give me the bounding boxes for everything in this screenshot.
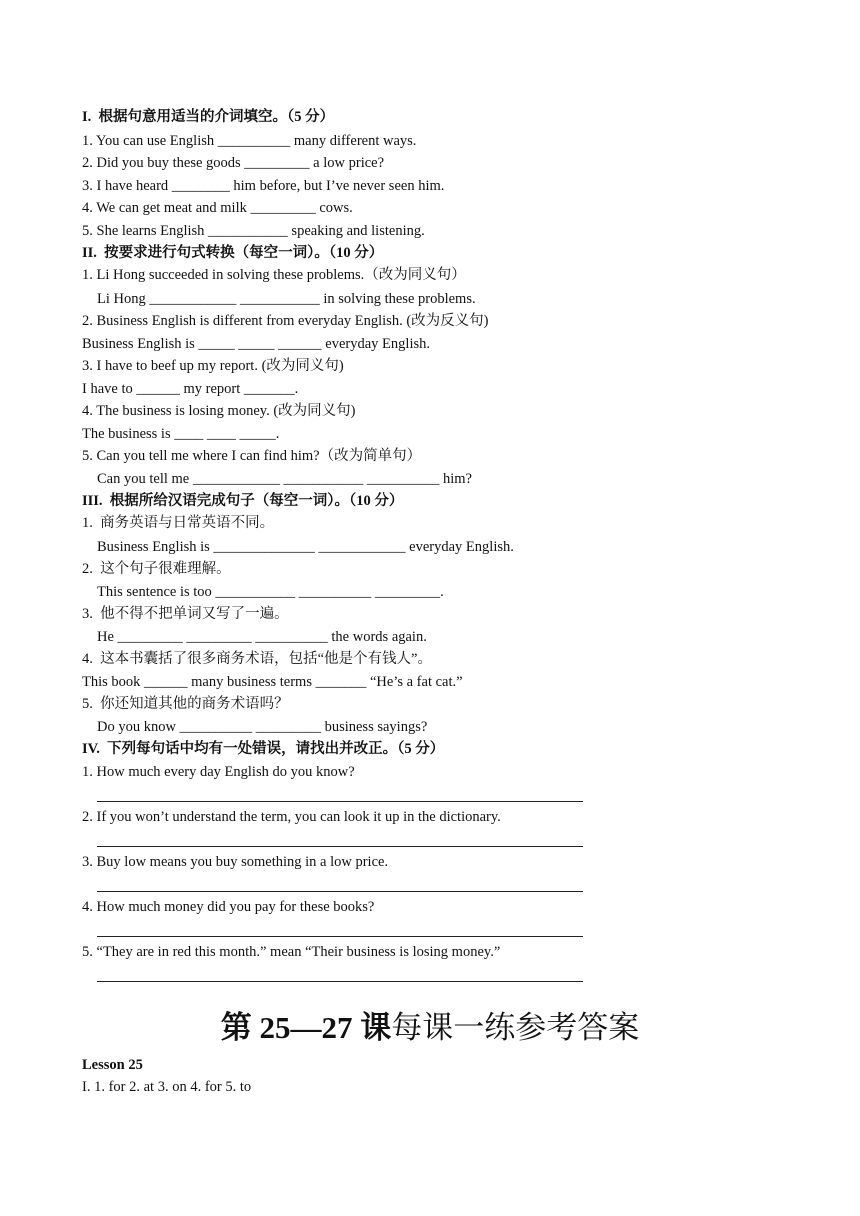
- section-4-item: 3. Buy low means you buy something in a low price.: [82, 854, 389, 870]
- section-2-answer: Business English is _____ _____ ______ everyday English.: [82, 336, 430, 352]
- section-4-item: 4. How much money did you pay for these books?: [82, 899, 375, 915]
- section-3-question: 1. 商务英语与日常英语不同。: [82, 515, 275, 531]
- answer-line: [97, 981, 583, 982]
- section-2-question: 5. Can you tell me where I can find him?（改为简单句）: [82, 448, 422, 464]
- section-1-item: 5. She learns English ___________ speaking and listening.: [82, 223, 425, 239]
- section-2-question: 1. Li Hong succeeded in solving these problems.（改为同义句）: [82, 267, 466, 283]
- section-3-question: 4. 这本书囊括了很多商务术语，包括“他是个有钱人”。: [82, 651, 432, 667]
- section-3-question: 3. 他不得不把单词又写了一遍。: [82, 606, 289, 622]
- section-2-question: 3. I have to beef up my report. (改为同义句): [82, 358, 344, 374]
- section-3-answer: This sentence is too ___________ __________ _________.: [97, 584, 444, 600]
- section-4-item: 2. If you won’t understand the term, you can look it up in the dictionary.: [82, 809, 501, 825]
- section-2-heading: II. 按要求进行句式转换（每空一词）。（10 分）: [82, 245, 384, 261]
- lesson-label: Lesson 25: [82, 1057, 143, 1073]
- lesson-answers: I. 1. for 2. at 3. on 4. for 5. to: [82, 1079, 252, 1095]
- section-4-heading: IV. 下列每句话中均有一处错误，请找出并改正。（5 分）: [82, 741, 445, 757]
- section-2-question: 4. The business is losing money. (改为同义句): [82, 403, 356, 419]
- section-2-answer: Li Hong ____________ ___________ in solving these problems.: [97, 291, 476, 307]
- answer-line: [97, 936, 583, 937]
- answer-key-title: [0, 1006, 860, 1050]
- section-3-question: 5. 你还知道其他的商务术语吗？: [82, 696, 289, 712]
- section-1-item: 2. Did you buy these goods _________ a low price?: [82, 155, 385, 171]
- section-1-item: 1. You can use English __________ many different ways.: [82, 133, 417, 149]
- answer-line: [97, 891, 583, 892]
- section-1-item: 4. We can get meat and milk _________ cows.: [82, 200, 353, 216]
- section-2-question: 2. Business English is different from everyday English. (改为反义句): [82, 313, 489, 329]
- section-3-heading: III. 根据所给汉语完成句子（每空一词）。（10 分）: [82, 493, 404, 509]
- section-4-item: 1. How much every day English do you know?: [82, 764, 355, 780]
- section-2-answer: I have to ______ my report _______.: [82, 381, 299, 397]
- answer-line: [97, 846, 583, 847]
- section-3-answer: This book ______ many business terms _______ “He’s a fat cat.”: [82, 674, 463, 690]
- section-3-question: 2. 这个句子很难理解。: [82, 561, 231, 577]
- section-1-heading: I. 根据句意用适当的介词填空。（5 分）: [82, 109, 335, 125]
- section-4-item: 5. “They are in red this month.” mean “Their business is losing money.”: [82, 944, 501, 960]
- answer-key-title-text: 每课一练参考答案: [391, 1010, 640, 1045]
- section-2-answer: Can you tell me ____________ ___________ __________ him?: [97, 471, 472, 487]
- section-3-answer: Do you know __________ _________ business sayings?: [97, 719, 428, 735]
- section-1-item: 3. I have heard ________ him before, but I’ve never seen him.: [82, 178, 445, 194]
- section-2-answer: The business is ____ ____ _____.: [82, 426, 280, 442]
- section-3-answer: He _________ _________ __________ the words again.: [97, 629, 427, 645]
- answer-line: [97, 801, 583, 802]
- section-3-answer: Business English is ______________ ____________ everyday English.: [97, 539, 514, 555]
- answer-key-title-lessons: 第 25—27 课: [220, 1010, 392, 1045]
